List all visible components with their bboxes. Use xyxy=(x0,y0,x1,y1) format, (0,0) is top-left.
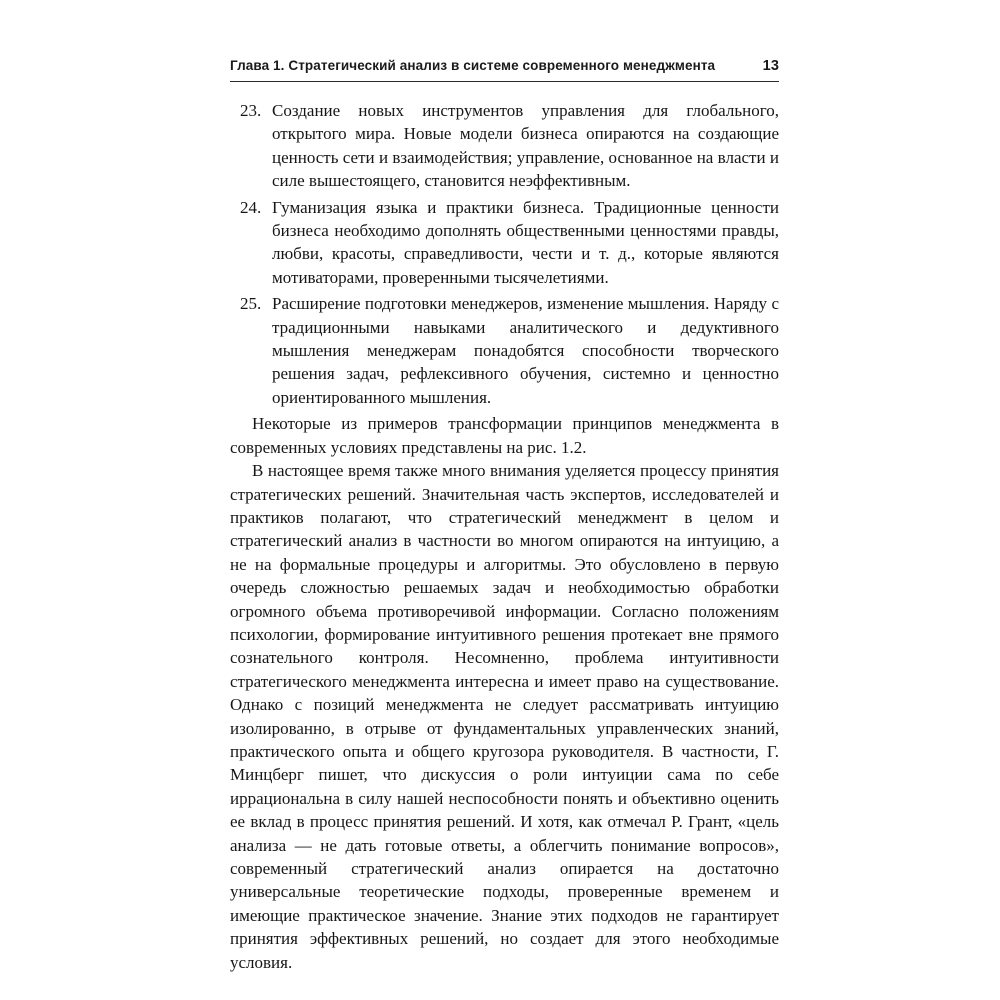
list-item-number: 24. xyxy=(240,197,262,217)
list-item-number: 25. xyxy=(240,294,262,314)
body-text xyxy=(230,99,779,974)
running-head xyxy=(230,58,779,74)
list-item-24 xyxy=(230,196,779,290)
page-number: 13 xyxy=(762,58,779,74)
list-item-number: 23. xyxy=(240,101,262,120)
paragraph-figure-reference: Некоторые из примеров трансформации принципов менеджмента в современных условиях представлены на рис. 1.2. xyxy=(230,414,779,457)
list-item-25 xyxy=(230,292,779,409)
paragraph-intuition-discussion: В настоящее время также много внимания уделяется процессу принятия стратегических решений. Значительная часть экспертов, исследователей и практиков полагают, что стратегический менеджмент в целом и стратегический анализ в частности во многом опираются на интуицию, а не на формальные процедуры и алгоритмы. Это обусловлено в первую очередь сложностью решаемых задач и необходимостью обработки огромного объема противоречивой информации. Согласно положениям психологии, формирование интуитивного решения протекает вне прямого сознательного контроля. Несомненно, проблема интуитивности стратегического менеджмента интересна и имеет право на существование. Однако с позиций менеджмента не следует рассматривать интуицию изолированно, в отрыве от фундаментальных управленческих знаний, практического опыта и общего кругозора руководителя. В частности, Г. Минцберг пишет, что дискуссия о роли интуиции сама по себе иррациональна в силу нашей неспособности понять и объективно оценить ее вклад в процесс принятия решений. И хотя, как отмечал Р. Грант, «цель анализа — не дать готовые ответы, а облегчить понимание вопросов», современный стратегический анализ опирается на достаточно универсальные теоретические подходы, проверенные временем и имеющие практическое значение. Знание этих подходов не гарантирует принятия эффективных решений, но создает для этого необходимые условия. xyxy=(230,461,779,972)
page-content xyxy=(230,58,779,974)
list-item-text: Расширение подготовки менеджеров, изменение мышления. Наряду с традиционными навыками аналитического и дедуктивного мышления менеджерам понадобятся способности творческого решения задач, рефлексивного обучения, системно и ценностно ориентированного мышления. xyxy=(272,294,779,407)
header-rule xyxy=(230,81,779,82)
list-item-23 xyxy=(230,99,779,193)
list-item-text: Создание новых инструментов управления для глобального, открытого мира. Новые модели бизнеса опираются на создающие ценность сети и взаимодействия; управление, основанное на власти и силе вышестоящего, становится неэффективным. xyxy=(272,101,779,191)
chapter-title: Глава 1. Стратегический анализ в системе современного менеджмента xyxy=(230,58,716,73)
list-item-text: Гуманизация языка и практики бизнеса. Традиционные ценности бизнеса необходимо дополнять общественными ценностями правды, любви, красоты, справедливости, чести и т. д., которые являются мотиваторами, проверенными тысячелетиями. xyxy=(272,197,779,287)
